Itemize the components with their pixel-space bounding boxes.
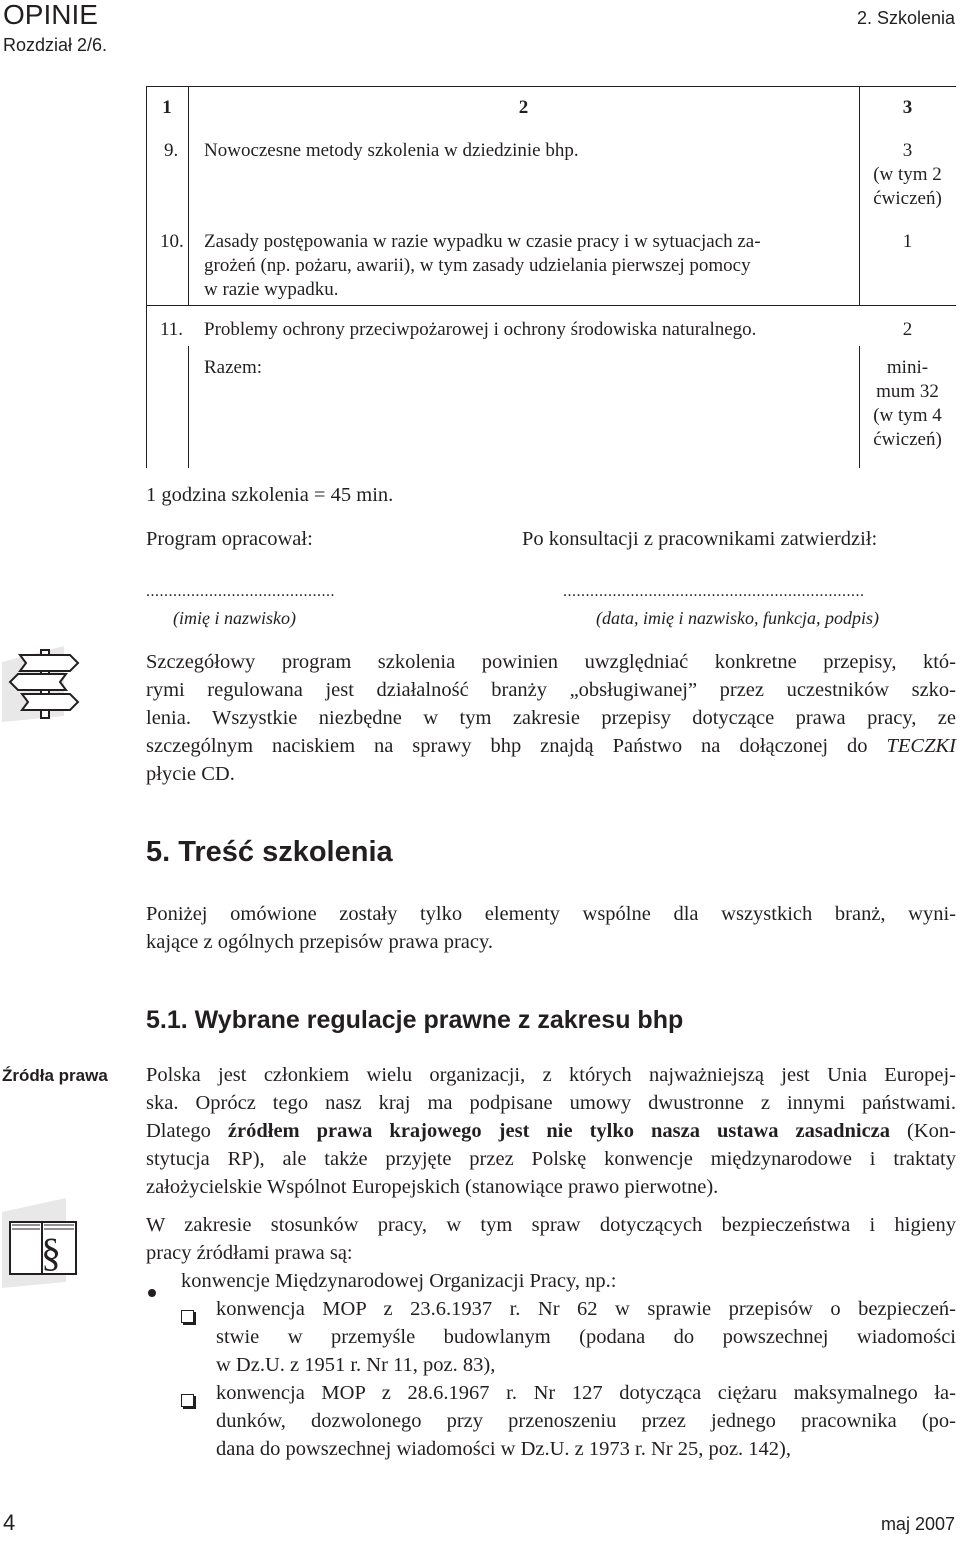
hours-line: mini- bbox=[886, 357, 929, 378]
subsection-heading: 5.1. Wybrane regulacje prawne z zakresu bhp bbox=[146, 1006, 684, 1034]
checkbox-bullet-icon bbox=[181, 1394, 194, 1407]
program-table bbox=[146, 86, 956, 468]
signature-right-dots: ................................................................... bbox=[563, 583, 865, 600]
hours-line: ćwiczeń) bbox=[873, 188, 942, 209]
text-line bbox=[146, 1117, 956, 1145]
header-title: OPINIE bbox=[3, 0, 98, 30]
text-line: ska. Oprócz tego nasz kraj ma podpisane umowy dwustronne z innymi państwami. bbox=[146, 1092, 956, 1114]
text-span: Dlatego bbox=[146, 1120, 211, 1142]
text-line: kające z ogólnych przepisów prawa pracy. bbox=[146, 931, 494, 953]
signpost-icon bbox=[2, 646, 84, 722]
page-number: 4 bbox=[3, 1510, 16, 1535]
hours-line: ćwiczeń) bbox=[873, 429, 942, 450]
text-line: Szczegółowy program szkolenia powinien uwzględniać konkretne przepisy, któ- bbox=[146, 651, 956, 673]
paragraph-sources bbox=[146, 1061, 956, 1201]
table-top-border bbox=[146, 86, 956, 87]
col-header-2: 2 bbox=[518, 97, 529, 118]
teczki-italic: TECZKI bbox=[886, 735, 956, 757]
signature-right-caption: (data, imię i nazwisko, funkcja, podpis) bbox=[596, 608, 879, 628]
footer-date: maj 2007 bbox=[880, 1514, 955, 1534]
row-hours: 1 bbox=[902, 231, 913, 252]
margin-label: Źródła prawa bbox=[2, 1066, 108, 1085]
row-number: 9. bbox=[164, 140, 179, 161]
list-item-text: konwencje Międzynarodowej Organizacji Pracy, np.: bbox=[181, 1270, 617, 1292]
paragraph-labor-law bbox=[146, 1211, 956, 1267]
table-col-divider-razem-1 bbox=[188, 346, 189, 468]
signature-right-label: Po konsultacji z pracownikami zatwierdził: bbox=[522, 528, 878, 550]
hours-line: 3 bbox=[902, 140, 913, 161]
signature-left-label: Program opracował: bbox=[146, 528, 313, 550]
text-line: W zakresie stosunków pracy, w tym spraw dotyczących bezpieczeństwa i higieny bbox=[146, 1214, 956, 1236]
row-topic: Problemy ochrony przeciwpożarowej i ochrony środowiska naturalnego. bbox=[204, 319, 757, 340]
text-line: konwencja MOP z 23.6.1937 r. Nr 62 w sprawie przepisów o bezpieczeń- bbox=[216, 1298, 956, 1320]
total-hours bbox=[859, 356, 956, 452]
law-book-icon bbox=[2, 1198, 84, 1288]
topic-line: w razie wypadku. bbox=[204, 279, 339, 300]
table-row-divider bbox=[146, 305, 956, 306]
hours-line: (w tym 4 bbox=[873, 405, 942, 426]
text-line: założycielskie Wspólnot Europejskich (stanowiące prawo pierwotne). bbox=[146, 1176, 719, 1198]
hours-line: mum 32 bbox=[876, 381, 939, 402]
row-number: 11. bbox=[160, 319, 184, 340]
text-line: lenia. Wszystkie niezbędne w tym zakresie przepisy dotyczące prawa pracy, ze bbox=[146, 707, 956, 729]
svg-text:§: § bbox=[41, 1230, 61, 1275]
text-line: dunków, dozwolonego przy przenoszeniu przez jednego pracownika (po- bbox=[216, 1410, 956, 1432]
checkbox-bullet-icon bbox=[181, 1310, 194, 1323]
table-left-border bbox=[146, 86, 147, 468]
bold-text: źródłem prawa krajowego jest nie tylko nasza ustawa zasadnicza bbox=[227, 1120, 891, 1142]
signature-left-dots: .......................................... bbox=[146, 583, 335, 600]
header-section: 2. Szkolenia bbox=[856, 8, 955, 28]
text-line: płycie CD. bbox=[146, 763, 235, 785]
row-topic bbox=[204, 230, 854, 302]
text-line: stwie w przemyśle budowlanym (podana do powszechnej wiadomości bbox=[216, 1326, 956, 1348]
row-hours bbox=[859, 139, 956, 211]
text-line: konwencja MOP z 28.6.1967 r. Nr 127 dotycząca ciężaru maksymalnego ła- bbox=[216, 1382, 956, 1404]
hours-line: (w tym 2 bbox=[873, 164, 942, 185]
list-item bbox=[146, 1267, 956, 1295]
header-chapter: Rozdział 2/6. bbox=[3, 35, 108, 55]
text-line bbox=[146, 732, 956, 760]
col-header-3: 3 bbox=[902, 97, 913, 118]
topic-line: grożeń (np. pożaru, awarii), w tym zasady udzielania pierwszej pomocy bbox=[204, 255, 751, 276]
text-line: pracy źródłami prawa są: bbox=[146, 1242, 353, 1264]
text-line: stytucja RP), ale także przyjęte przez Polskę konwencje międzynarodowe i traktaty bbox=[146, 1148, 956, 1170]
tip-paragraph bbox=[146, 648, 956, 788]
col-header-1: 1 bbox=[162, 97, 172, 118]
topic-line: Zasady postępowania w razie wypadku w czasie pracy i w sytuacjach za- bbox=[204, 231, 761, 252]
section-heading: 5. Treść szkolenia bbox=[146, 836, 393, 868]
bullet-list bbox=[146, 1267, 956, 1463]
text-line: rymi regulowana jest działalność branży „obsługiwanej” przez uczestników szko- bbox=[146, 679, 956, 701]
text-line: Poniżej omówione zostały tylko elementy wspólne dla wszystkich branż, wyni- bbox=[146, 903, 956, 925]
text-span: szczególnym naciskiem na sprawy bhp znajdą Państwo na dołączonej do bbox=[146, 735, 868, 757]
text-line: dana do powszechnej wiadomości w Dz.U. z 1973 r. Nr 25, poz. 142), bbox=[216, 1438, 792, 1460]
list-item bbox=[146, 1295, 956, 1379]
total-label: Razem: bbox=[204, 357, 263, 378]
signature-left-caption: (imię i nazwisko) bbox=[173, 608, 296, 628]
row-topic: Nowoczesne metody szkolenia w dziedzinie bhp. bbox=[204, 140, 579, 161]
hour-note: 1 godzina szkolenia = 45 min. bbox=[146, 484, 394, 506]
row-hours: 2 bbox=[902, 319, 913, 340]
section-intro bbox=[146, 900, 956, 956]
row-number: 10. bbox=[160, 231, 184, 252]
text-span: (Kon- bbox=[907, 1120, 956, 1142]
text-line: w Dz.U. z 1951 r. Nr 11, poz. 83), bbox=[216, 1354, 496, 1376]
list-item bbox=[146, 1379, 956, 1463]
text-line: Polska jest członkiem wielu organizacji, z których najważniejszą jest Unia Europej- bbox=[146, 1064, 956, 1086]
